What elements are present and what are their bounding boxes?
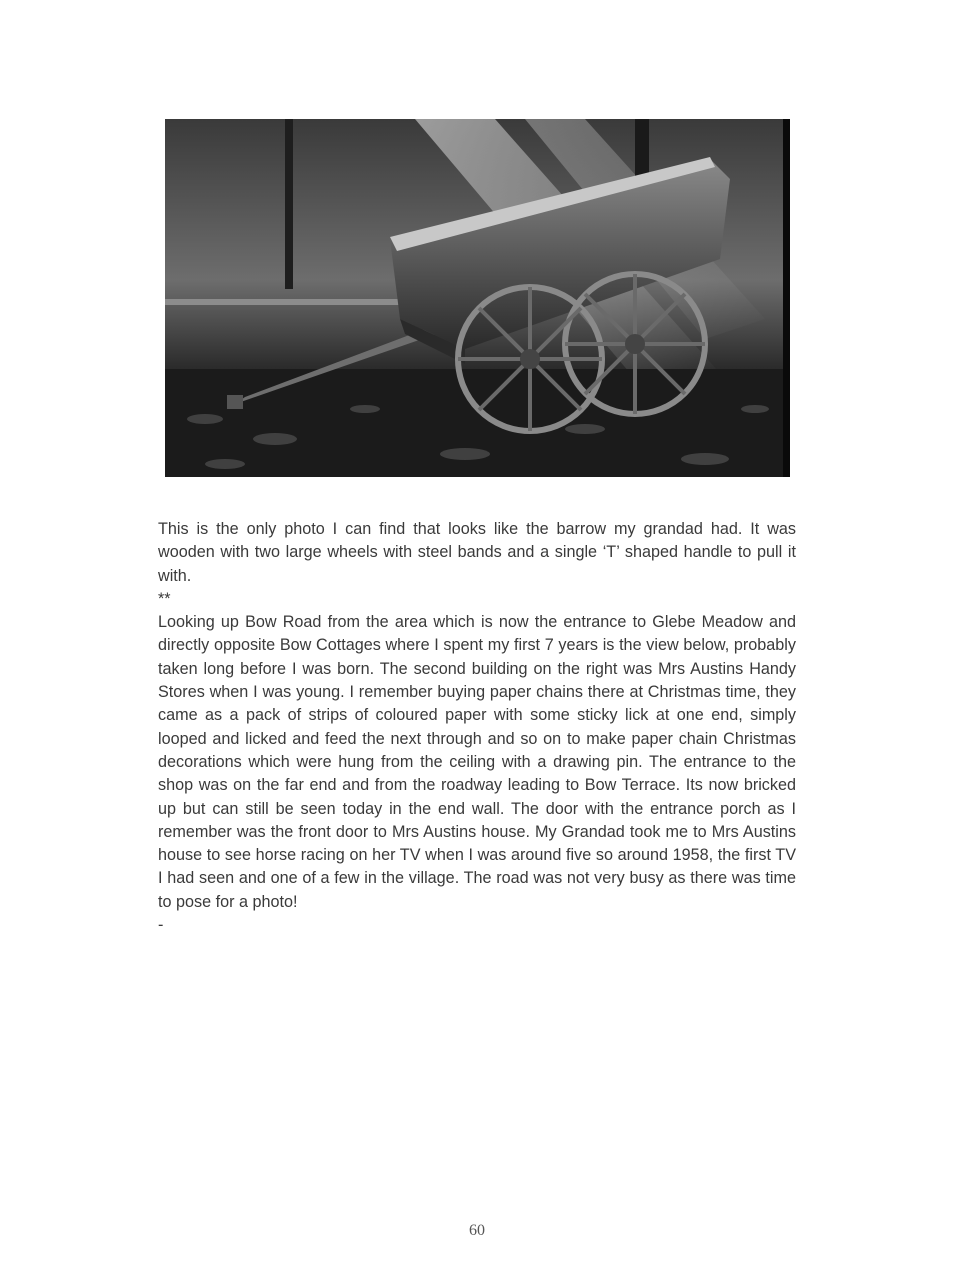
bow-road-paragraph: Looking up Bow Road from the area which is now the entrance to Glebe Meadow and directly opposite Bow Cottages where I spent my first 7 years is the view below, probably taken long before I was born. The second building on the right was Mrs Austins Handy Stores when I was young. I remember buying paper chains there at Christmas time, they came as a pack of strips of coloured paper with some sticky lick at one end, simply looped and licked and feed the next through and so on to make paper chain Christmas decorations which were hung from the ceiling with a drawing pin. The entrance to the shop was on the far end and from the roadway leading to Bow Terrace. Its now bricked up but can still be seen today in the end wall. The door with the entrance porch as I remember was the front door to Mrs Austins house. My Grandad took me to Mrs Austins house to see horse racing on her TV when I was around five so around 1958, the first TV I had seen and one of a few in the village. The road was not very busy as there was time to pose for a photo! — [158, 613, 796, 911]
section-separator: ** — [158, 589, 171, 608]
body-text — [158, 518, 796, 937]
section-separator-end: - — [158, 916, 164, 935]
photo-caption: This is the only photo I can find that looks like the barrow my grandad had. It was wooden with two large wheels with steel bands and a single ‘T’ shaped handle to pull it with. — [158, 520, 796, 585]
page-number: 60 — [469, 1222, 485, 1239]
barrow-photo-graphic — [165, 119, 790, 477]
barrow-photo — [165, 119, 790, 477]
